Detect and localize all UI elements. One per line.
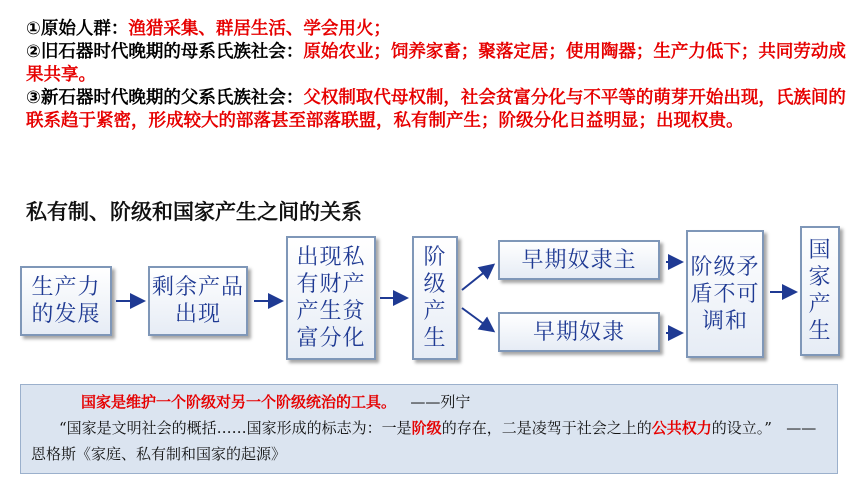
arrow-up-right-icon <box>462 266 492 290</box>
lenin-quote-text: 国家是维护一个阶级对另一个阶级统治的工具。 <box>81 393 397 411</box>
engels-highlight-public-power: 公共权力 <box>651 419 712 437</box>
lenin-quote <box>81 389 827 415</box>
lenin-author: ——列宁 <box>410 393 471 411</box>
engels-quote <box>31 415 827 467</box>
stage-label: ③新石器时代晚期的父系氏族社会： <box>26 88 304 108</box>
engels-text: “国家是文明社会的概括……国家形成的标志为：一是 <box>59 419 412 437</box>
engels-highlight-class: 阶级 <box>411 419 442 437</box>
box-productivity: 生产力的发展 <box>20 266 112 336</box>
engels-text: 的存在，二是凌驾于社会之上的 <box>441 419 652 437</box>
box-private-property: 出现私有财产产生贫富分化 <box>286 236 376 360</box>
engels-author: ——恩格斯《家庭、私有制和国家的起源》 <box>31 419 817 463</box>
section-title: 私有制、阶级和国家产生之间的关系 <box>26 200 362 224</box>
stage-detail: 父权制取代母权制，社会贫富分化与不平等的萌芽开始出现，氏族间的联系趋于紧密，形成较大的部落甚至部落联盟，私有制产生；阶级分化日益明显；出现权贵。 <box>26 88 846 131</box>
stage-detail: 渔猎采集、群居生活、学会用火； <box>128 19 391 39</box>
stage-label: ①原始人群： <box>26 19 129 39</box>
box-state: 国家产生 <box>800 226 840 356</box>
box-contradiction: 阶级矛盾不可调和 <box>686 230 764 358</box>
box-slave-owners: 早期奴隶主 <box>498 240 660 280</box>
arrow-down-right-icon <box>462 308 492 330</box>
quote-box <box>20 384 838 474</box>
engels-text: 的设立。” <box>711 419 772 437</box>
box-surplus: 剩余产品出现 <box>148 266 248 336</box>
box-classes: 阶级产生 <box>412 236 458 360</box>
box-slaves: 早期奴隶 <box>498 312 660 352</box>
stage-label: ②旧石器时代晚期的母系氏族社会： <box>26 42 304 62</box>
stage-detail: 原始农业；饲养家畜；聚落定居；使用陶器；生产力低下；共同劳动成果共享。 <box>26 42 846 85</box>
